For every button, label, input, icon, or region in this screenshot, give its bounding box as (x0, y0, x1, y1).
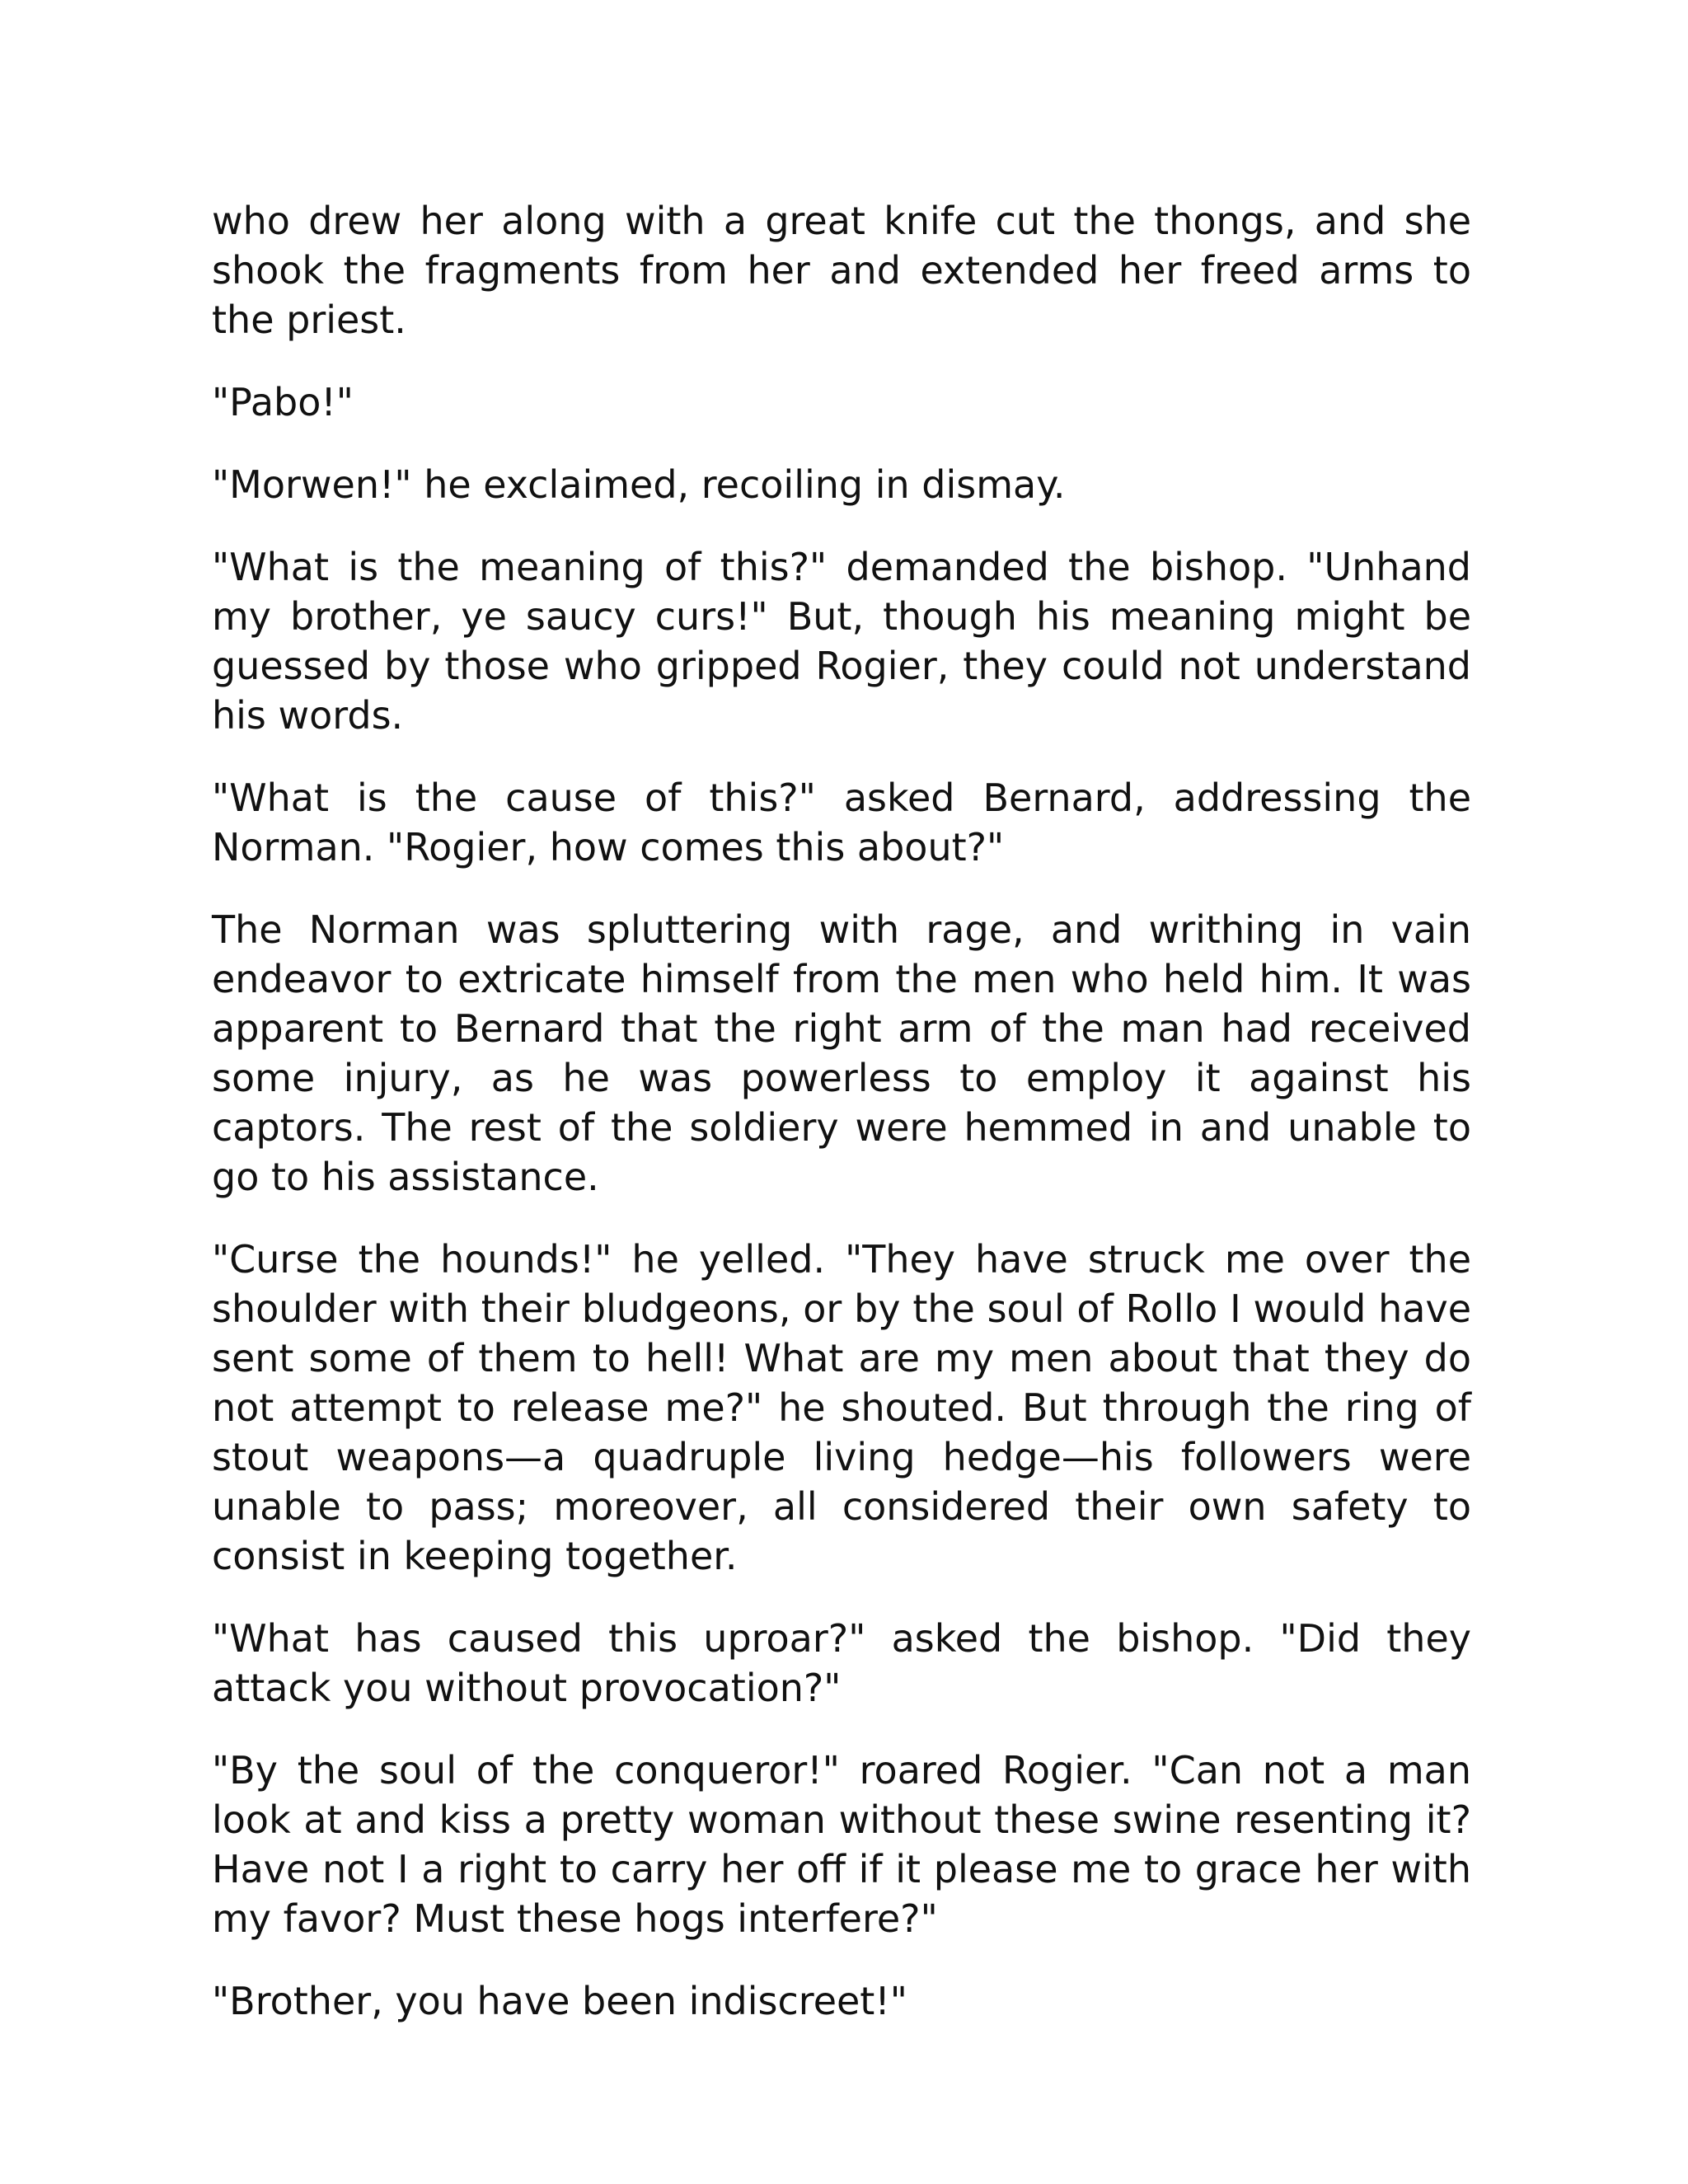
paragraph-7: "Curse the hounds!" he yelled. "They have struck me over the shoulder with their bludgeons, or by the soul of Rollo I would have sent some of them to hell! What are my men about that they do not attempt to release me?" he shouted. But through the ring of stout weapons—a quadruple living hedge—his followers were unable to pass; moreover, all considered their own safety to consist in keeping together. (212, 1237, 1471, 1578)
paragraph-10: "Brother, you have been indiscreet!" (212, 1979, 907, 2023)
paragraph-2: "Pabo!" (212, 380, 354, 424)
paragraph-9: "By the soul of the conqueror!" roared Rogier. "Can not a man look at and kiss a pretty woman without these swine resenting it? Have not I a right to carry her off if it please me to grace her with my favor? Must these hogs interfere?" (212, 1748, 1471, 1941)
paragraph-6: The Norman was spluttering with rage, and writhing in vain endeavor to extricate himself from the men who held him. It was apparent to Bernard that the right arm of the man had received some injury, as he was powerless to employ it against his captors. The rest of the soldiery were hemmed in and unable to go to his assistance. (212, 907, 1471, 1199)
paragraph-5: "What is the cause of this?" asked Bernard, addressing the Norman. "Rogier, how comes this about?" (212, 776, 1471, 869)
paragraph-8: "What has caused this uproar?" asked the bishop. "Did they attack you without provocation?" (212, 1616, 1471, 1710)
paragraph-3: "Morwen!" he exclaimed, recoiling in dismay. (212, 462, 1066, 507)
paragraph-1: who drew her along with a great knife cut the thongs, and she shook the fragments from her and extended her freed arms to the priest. (212, 199, 1471, 342)
paragraph-4: "What is the meaning of this?" demanded the bishop. "Unhand my brother, ye saucy curs!" But, though his meaning might be guessed by those who gripped Rogier, they could not understand his words. (212, 545, 1471, 738)
page-text (212, 196, 1471, 2026)
